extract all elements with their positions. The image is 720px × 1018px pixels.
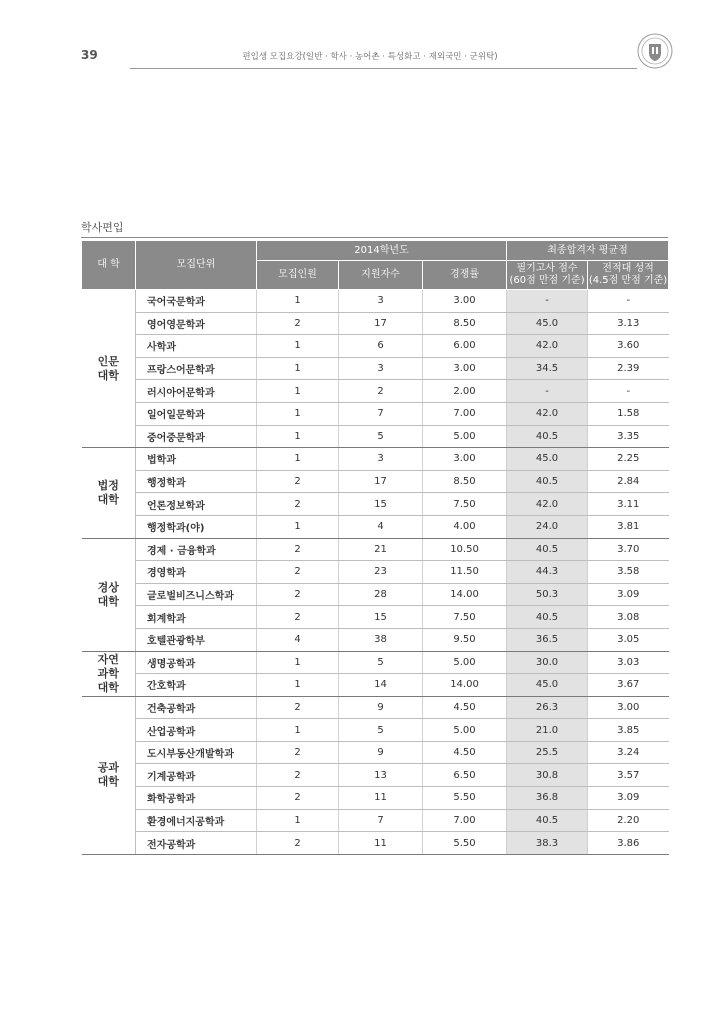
quota-cell: 1 (257, 719, 339, 742)
gpa-cell: 3.60 (588, 335, 669, 358)
quota-cell: 2 (257, 561, 339, 584)
department-name: 호텔관광학부 (136, 628, 257, 651)
applicants-cell: 5 (339, 719, 423, 742)
written-header-line2: (60점 만점 기준) (509, 275, 585, 286)
written-score-cell: 38.3 (507, 832, 588, 855)
applicants-cell: 38 (339, 628, 423, 651)
section-title: 학사편입 (81, 221, 124, 234)
written-score-cell: 45.0 (507, 448, 588, 471)
competition-rate-cell: 4.50 (423, 696, 507, 719)
table-row (82, 448, 669, 471)
competition-rate-cell: 5.00 (423, 651, 507, 674)
department-name: 법학과 (136, 448, 257, 471)
department-name: 건축공학과 (136, 696, 257, 719)
table-row (82, 764, 669, 787)
quota-cell: 2 (257, 493, 339, 516)
competition-rate-cell: 4.00 (423, 515, 507, 538)
gpa-cell: 3.35 (588, 425, 669, 448)
gpa-cell: 3.86 (588, 832, 669, 855)
department-name: 글로벌비즈니스학과 (136, 583, 257, 606)
applicants-cell: 3 (339, 357, 423, 380)
written-score-cell: 40.5 (507, 425, 588, 448)
applicants-cell: 4 (339, 515, 423, 538)
competition-rate-cell: 14.00 (423, 674, 507, 697)
applicants-cell: 17 (339, 312, 423, 335)
college-name-line: 경상 (97, 580, 119, 594)
college-name-line: 공과 (97, 761, 119, 775)
applicants-cell: 3 (339, 290, 423, 313)
department-name: 기계공학과 (136, 764, 257, 787)
competition-rate-cell: 11.50 (423, 561, 507, 584)
table-row (82, 719, 669, 742)
table-row (82, 583, 669, 606)
gpa-cell: 3.09 (588, 583, 669, 606)
gpa-cell: 3.13 (588, 312, 669, 335)
applicants-cell: 13 (339, 764, 423, 787)
university-seal-icon (637, 33, 673, 69)
written-score-cell: 40.5 (507, 538, 588, 561)
year-group-header: 2014학년도 (257, 241, 507, 261)
table-row (82, 651, 669, 674)
applicants-cell: 9 (339, 741, 423, 764)
applicants-header: 지원자수 (339, 261, 423, 290)
quota-cell: 1 (257, 651, 339, 674)
department-name: 일어일문학과 (136, 402, 257, 425)
table-row (82, 357, 669, 380)
department-name: 언론정보학과 (136, 493, 257, 516)
applicants-cell: 14 (339, 674, 423, 697)
college-cell (82, 696, 136, 854)
table-row (82, 606, 669, 629)
admissions-table (81, 240, 669, 855)
applicants-cell: 6 (339, 335, 423, 358)
applicants-cell: 9 (339, 696, 423, 719)
applicants-cell: 11 (339, 832, 423, 855)
gpa-cell: 3.67 (588, 674, 669, 697)
section-rule (81, 237, 668, 238)
quota-cell: 2 (257, 764, 339, 787)
department-name: 산업공학과 (136, 719, 257, 742)
college-header: 대 학 (82, 241, 136, 290)
written-score-cell: - (507, 380, 588, 403)
written-score-cell: 30.0 (507, 651, 588, 674)
quota-cell: 2 (257, 832, 339, 855)
applicants-cell: 7 (339, 402, 423, 425)
competition-rate-cell: 4.50 (423, 741, 507, 764)
gpa-cell: 3.24 (588, 741, 669, 764)
table-row (82, 335, 669, 358)
table-row (82, 674, 669, 697)
gpa-cell: 3.58 (588, 561, 669, 584)
department-name: 사학과 (136, 335, 257, 358)
table-row (82, 741, 669, 764)
department-name: 회계학과 (136, 606, 257, 629)
gpa-header (588, 261, 669, 290)
department-name: 화학공학과 (136, 787, 257, 810)
table-row (82, 538, 669, 561)
written-score-cell: 45.0 (507, 312, 588, 335)
applicants-cell: 17 (339, 470, 423, 493)
page-number: 39 (81, 48, 98, 62)
gpa-cell: 3.08 (588, 606, 669, 629)
table-row (82, 493, 669, 516)
table-row (82, 628, 669, 651)
department-name: 생명공학과 (136, 651, 257, 674)
applicants-cell: 28 (339, 583, 423, 606)
college-name-line: 대학 (97, 775, 119, 789)
quota-cell: 1 (257, 809, 339, 832)
table-row (82, 515, 669, 538)
written-score-cell: - (507, 290, 588, 313)
quota-cell: 1 (257, 515, 339, 538)
applicants-cell: 5 (339, 425, 423, 448)
competition-rate-cell: 8.50 (423, 312, 507, 335)
applicants-cell: 11 (339, 787, 423, 810)
gpa-cell: 2.25 (588, 448, 669, 471)
quota-cell: 1 (257, 335, 339, 358)
gpa-cell: 3.11 (588, 493, 669, 516)
rate-header: 경쟁률 (423, 261, 507, 290)
competition-rate-cell: 7.00 (423, 809, 507, 832)
department-name: 간호학과 (136, 674, 257, 697)
quota-cell: 1 (257, 357, 339, 380)
quota-cell: 1 (257, 290, 339, 313)
college-name-line: 대학 (97, 594, 119, 608)
applicants-cell: 15 (339, 606, 423, 629)
applicants-cell: 23 (339, 561, 423, 584)
quota-cell: 1 (257, 380, 339, 403)
competition-rate-cell: 5.50 (423, 832, 507, 855)
written-score-cell: 36.8 (507, 787, 588, 810)
college-name-line: 과학 (97, 666, 119, 680)
quota-cell: 2 (257, 312, 339, 335)
gpa-cell: 2.20 (588, 809, 669, 832)
written-score-cell: 42.0 (507, 493, 588, 516)
quota-cell: 1 (257, 402, 339, 425)
header-rule (130, 68, 637, 69)
quota-cell: 2 (257, 696, 339, 719)
competition-rate-cell: 9.50 (423, 628, 507, 651)
quota-cell: 1 (257, 425, 339, 448)
college-name-line: 법정 (97, 478, 119, 492)
department-name: 중어중문학과 (136, 425, 257, 448)
gpa-cell: 2.39 (588, 357, 669, 380)
college-name-line: 대학 (97, 368, 119, 382)
table-body (82, 290, 669, 855)
competition-rate-cell: 2.00 (423, 380, 507, 403)
department-name: 도시부동산개발학과 (136, 741, 257, 764)
college-cell (82, 448, 136, 538)
competition-rate-cell: 3.00 (423, 357, 507, 380)
competition-rate-cell: 5.50 (423, 787, 507, 810)
written-score-cell: 36.5 (507, 628, 588, 651)
table-row (82, 809, 669, 832)
written-score-cell: 44.3 (507, 561, 588, 584)
quota-cell: 1 (257, 674, 339, 697)
department-name: 경영학과 (136, 561, 257, 584)
competition-rate-cell: 8.50 (423, 470, 507, 493)
college-cell (82, 651, 136, 696)
table-row (82, 425, 669, 448)
written-score-cell: 30.8 (507, 764, 588, 787)
gpa-header-line1: 전적대 성적 (602, 263, 654, 274)
college-cell (82, 290, 136, 448)
competition-rate-cell: 6.00 (423, 335, 507, 358)
department-name: 국어국문학과 (136, 290, 257, 313)
gpa-cell: 2.84 (588, 470, 669, 493)
quota-cell: 2 (257, 606, 339, 629)
written-score-cell: 42.0 (507, 335, 588, 358)
gpa-cell: 3.05 (588, 628, 669, 651)
competition-rate-cell: 3.00 (423, 290, 507, 313)
gpa-cell: 3.81 (588, 515, 669, 538)
competition-rate-cell: 3.00 (423, 448, 507, 471)
written-score-cell: 21.0 (507, 719, 588, 742)
quota-cell: 2 (257, 583, 339, 606)
competition-rate-cell: 6.50 (423, 764, 507, 787)
written-score-cell: 45.0 (507, 674, 588, 697)
department-name: 프랑스어문학과 (136, 357, 257, 380)
written-score-cell: 40.5 (507, 809, 588, 832)
college-name-line: 대학 (97, 680, 119, 694)
applicants-cell: 7 (339, 809, 423, 832)
gpa-cell: 3.85 (588, 719, 669, 742)
written-score-cell: 40.5 (507, 606, 588, 629)
department-name: 경제 · 금융학과 (136, 538, 257, 561)
quota-cell: 2 (257, 470, 339, 493)
table-row (82, 787, 669, 810)
applicants-cell: 21 (339, 538, 423, 561)
unit-header: 모집단위 (136, 241, 257, 290)
quota-cell: 2 (257, 741, 339, 764)
competition-rate-cell: 7.50 (423, 493, 507, 516)
department-name: 러시아어문학과 (136, 380, 257, 403)
quota-cell: 1 (257, 448, 339, 471)
written-score-cell: 24.0 (507, 515, 588, 538)
applicants-cell: 5 (339, 651, 423, 674)
running-title: 편입생 모집요강(일반 · 학사 · 농어촌 · 특성화고 · 재외국민 · 군위탁) (242, 52, 498, 62)
table-row (82, 832, 669, 855)
competition-rate-cell: 7.00 (423, 402, 507, 425)
gpa-cell: 1.58 (588, 402, 669, 425)
written-score-header (507, 261, 588, 290)
written-score-cell: 34.5 (507, 357, 588, 380)
gpa-cell: 3.09 (588, 787, 669, 810)
competition-rate-cell: 7.50 (423, 606, 507, 629)
gpa-header-line2: (4.5점 만점 기준) (588, 275, 668, 286)
competition-rate-cell: 5.00 (423, 719, 507, 742)
competition-rate-cell: 14.00 (423, 583, 507, 606)
quota-cell: 4 (257, 628, 339, 651)
college-cell (82, 538, 136, 651)
gpa-cell: - (588, 380, 669, 403)
quota-header: 모집인원 (257, 261, 339, 290)
written-score-cell: 42.0 (507, 402, 588, 425)
college-name-line: 인문 (97, 354, 119, 368)
department-name: 행정학과(야) (136, 515, 257, 538)
competition-rate-cell: 5.00 (423, 425, 507, 448)
written-score-cell: 25.5 (507, 741, 588, 764)
department-name: 전자공학과 (136, 832, 257, 855)
applicants-cell: 3 (339, 448, 423, 471)
gpa-cell: 3.70 (588, 538, 669, 561)
gpa-cell: 3.00 (588, 696, 669, 719)
table-row (82, 470, 669, 493)
department-name: 행정학과 (136, 470, 257, 493)
table-row (82, 380, 669, 403)
final-average-header: 최종합격자 평균점 (507, 241, 669, 261)
quota-cell: 2 (257, 787, 339, 810)
department-name: 환경에너지공학과 (136, 809, 257, 832)
written-score-cell: 26.3 (507, 696, 588, 719)
table-row (82, 312, 669, 335)
applicants-cell: 2 (339, 380, 423, 403)
table-row (82, 402, 669, 425)
gpa-cell: 3.57 (588, 764, 669, 787)
college-name-line: 대학 (97, 492, 119, 506)
written-score-cell: 40.5 (507, 470, 588, 493)
gpa-cell: 3.03 (588, 651, 669, 674)
department-name: 영어영문학과 (136, 312, 257, 335)
table-row (82, 696, 669, 719)
gpa-cell: - (588, 290, 669, 313)
quota-cell: 2 (257, 538, 339, 561)
table-row (82, 290, 669, 313)
applicants-cell: 15 (339, 493, 423, 516)
written-score-cell: 50.3 (507, 583, 588, 606)
table-row (82, 561, 669, 584)
competition-rate-cell: 10.50 (423, 538, 507, 561)
college-name-line: 자연 (97, 652, 119, 666)
written-header-line1: 필기고사 점수 (516, 263, 578, 274)
